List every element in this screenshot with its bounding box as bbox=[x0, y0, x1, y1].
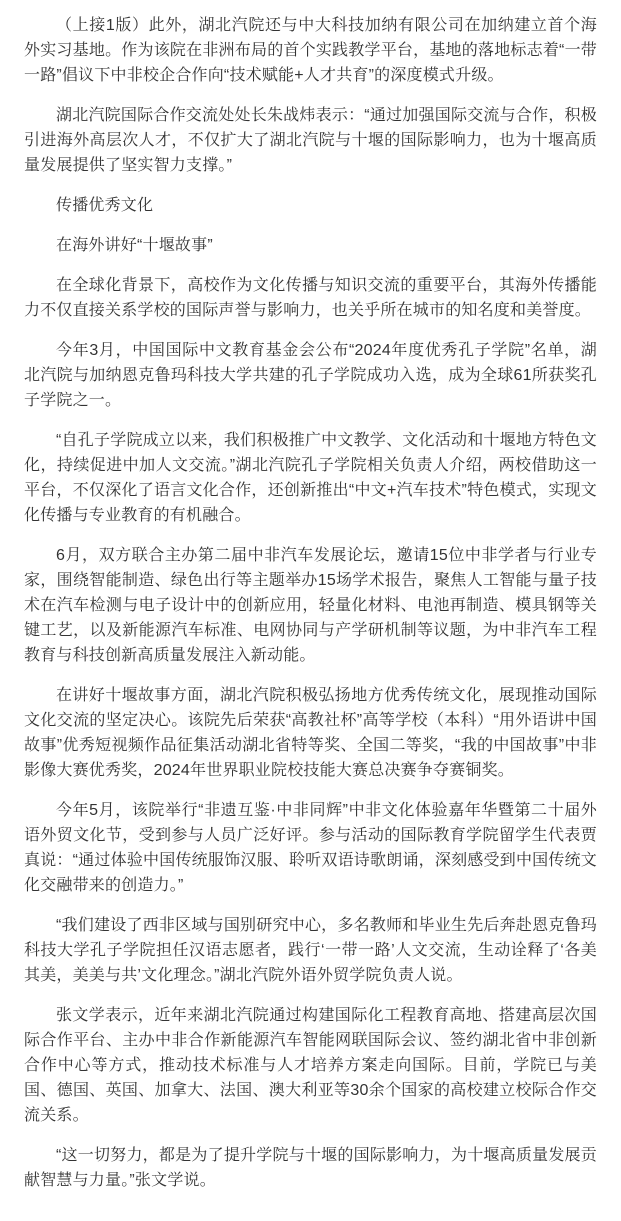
paragraph: 张文学表示，近年来湖北汽院通过构建国际化工程教育高地、搭建高层次国际合作平台、主办中非合作新能源汽车智能网联国际会议、签约湖北省中非创新合作中心等方式，推动技术标准与人才培养方案走向国际。目前，学院已与美国、德国、英国、加拿大、法国、澳大利亚等30余个国家的高校建立校际合作交流关系。 bbox=[24, 1007, 597, 1124]
paragraph: 在讲好十堰故事方面，湖北汽院积极弘扬地方优秀传统文化，展现推动国际文化交流的坚定决心。该院先后荣获“高教社杯”高等学校（本科）“用外语讲中国故事”优秀短视频作品征集活动湖北省特等奖、全国二等奖，“我的中国故事”中非影像大赛优秀奖，2024年世界职业院校技能大赛总决赛争夺赛铜奖。 bbox=[24, 687, 597, 779]
paragraph: 6月，双方联合主办第二届中非汽车发展论坛，邀请15位中非学者与行业专家，围绕智能制造、绿色出行等主题举办15场学术报告，聚焦人工智能与量子技术在汽车检测与电子设计中的创新应用，轻量化材料、电池再制造、模具钢等关键工艺，以及新能源汽车标准、电网协同与产学研机制等议题，为中非汽车工程教育与科技创新高质量发展注入新动能。 bbox=[24, 547, 597, 664]
section-subhead: 传播优秀文化 bbox=[56, 197, 154, 214]
paragraph: 湖北汽院国际合作交流处处长朱战炜表示：“通过加强国际交流与合作，积极引进海外高层次人才，不仅扩大了湖北汽院与十堰的国际影响力，也为十堰高质量发展提供了坚实智力支撑。” bbox=[24, 107, 597, 174]
paragraph: “自孔子学院成立以来，我们积极推广中文教学、文化活动和十堰地方特色文化，持续促进中加人文交流。”湖北汽院孔子学院相关负责人介绍，两校借助这一平台，不仅深化了语言文化合作，还创新推出“中文+汽车技术”特色模式，实现文化传播与专业教育的有机融合。 bbox=[24, 432, 597, 524]
paragraph: 今年3月，中国国际中文教育基金会公布“2024年度优秀孔子学院”名单，湖北汽院与加纳恩克鲁玛科技大学共建的孔子学院成功入选，成为全球61所获奖孔子学院之一。 bbox=[24, 342, 597, 409]
paragraph: “这一切努力，都是为了提升学院与十堰的国际影响力，为十堰高质量发展贡献智慧与力量。”张文学说。 bbox=[24, 1147, 597, 1189]
section-subhead: 在海外讲好“十堰故事” bbox=[56, 237, 213, 254]
paragraph: （上接1版）此外，湖北汽院还与中大科技加纳有限公司在加纳建立首个海外实习基地。作为该院在非洲布局的首个实践教学平台，基地的落地标志着“一带一路”倡议下中非校企合作向“技术赋能+人才共育”的深度模式升级。 bbox=[24, 17, 597, 84]
paragraph: 今年5月，该院举行“非遗互鉴·中非同辉”中非文化体验嘉年华暨第二十届外语外贸文化节，受到参与人员广泛好评。参与活动的国际教育学院留学生代表贾真说：“通过体验中国传统服饰汉服、聆听双语诗歌朗诵，深刻感受到中国传统文化交融带来的创造力。” bbox=[24, 802, 597, 894]
paragraph: 在全球化背景下，高校作为文化传播与知识交流的重要平台，其海外传播能力不仅直接关系学校的国际声誉与影响力，也关乎所在城市的知名度和美誉度。 bbox=[24, 277, 597, 319]
paragraph: “我们建设了西非区域与国别研究中心，多名教师和毕业生先后奔赴恩克鲁玛科技大学孔子学院担任汉语志愿者，践行‘一带一路’人文交流，生动诠释了‘各美其美，美美与共’文化理念。”湖北汽院外语外贸学院负责人说。 bbox=[24, 917, 597, 984]
